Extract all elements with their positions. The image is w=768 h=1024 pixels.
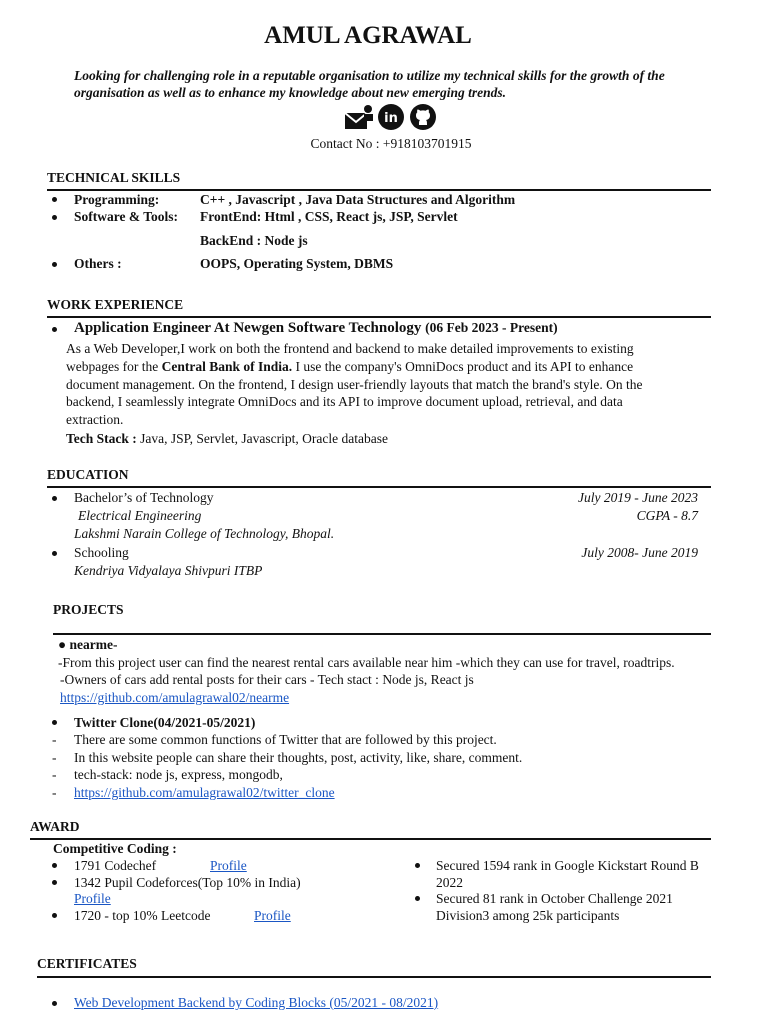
projects-heading: PROJECTS [53, 602, 124, 617]
tech-stack-label: Tech Stack : [66, 431, 141, 446]
certificate-link[interactable]: Web Development Backend by Coding Blocks (05/2021 - 08/2021) [74, 995, 439, 1010]
programming-value: C++ , Javascript , Java Data Structures and Algorithm [200, 192, 516, 207]
objective-line-1: Looking for challenging role in a reputable organisation to utilize my technical skills for the growth of the [74, 68, 665, 83]
degree: Bachelor’s of Technology [74, 490, 214, 505]
tech-stack [66, 431, 388, 447]
codeforces-profile-link[interactable]: Profile [74, 891, 111, 906]
project-1-desc-1: -From this project user can find the nearest rental cars available near him -which they can use for travel, roadtrips. [58, 655, 675, 670]
bullet [415, 896, 420, 901]
linkedin-icon[interactable] [378, 104, 404, 130]
award-divider [30, 838, 711, 840]
job-title-text: Application Engineer At Newgen Software Technology [74, 320, 422, 336]
project-1-title: ● nearme- [58, 637, 118, 652]
award-leetcode: 1720 - top 10% Leetcode [74, 908, 211, 923]
employer-client: Central Bank of India. [161, 359, 293, 374]
education-divider [47, 486, 711, 488]
dash: - [52, 767, 57, 782]
bullet [415, 863, 420, 868]
project-2-title: Twitter Clone(04/2021-05/2021) [74, 715, 256, 730]
bullet [52, 197, 57, 202]
work-desc-5: extraction. [66, 412, 124, 427]
project-1-desc-2: -Owners of cars add rental posts for their cars - Tech stact : Node js, React js [60, 672, 474, 687]
tech-stack-value: Java, JSP, Servlet, Javascript, Oracle database [140, 431, 388, 446]
github-icon[interactable] [410, 104, 436, 130]
education-heading: EDUCATION [47, 467, 129, 482]
award-codeforces: 1342 Pupil Codeforces(Top 10% in India) [74, 875, 301, 890]
codechef-rank-line-1: Secured 81 rank in October Challenge 2021 [436, 891, 673, 906]
others-label: Others : [74, 256, 122, 271]
programming-label: Programming: [74, 192, 160, 207]
bullet [52, 551, 57, 556]
project-2-desc-2: In this website people can share their thoughts, post, activity, like, share, comment. [74, 750, 523, 765]
project-2-desc-3: tech-stack: node js, express, mongodb, [74, 767, 283, 782]
svg-text:in: in [384, 111, 398, 126]
codechef-rank-line-2: Division3 among 25k participants [436, 908, 620, 923]
bullet [52, 863, 57, 868]
kickstart-rank-line-1: Secured 1594 rank in Google Kickstart Round B [436, 858, 699, 873]
college: Lakshmi Narain College of Technology, Bhopal. [74, 526, 335, 541]
work-heading: WORK EXPERIENCE [47, 297, 184, 312]
tools-backend: BackEnd : Node js [200, 233, 308, 248]
bullet [52, 262, 57, 267]
work-desc-4: backend, I seamlessly integrate OmniDocs and its API to improve document upload, retrieval, and data [66, 394, 623, 409]
job-title [74, 320, 558, 337]
work-divider [47, 316, 711, 318]
bullet [52, 496, 57, 501]
email-icon[interactable] [344, 104, 370, 130]
bullet [52, 880, 57, 885]
certificates-heading: CERTIFICATES [37, 956, 137, 971]
branch: Electrical Engineering [78, 508, 202, 523]
bullet [52, 327, 57, 332]
bullet [52, 720, 57, 725]
award-codechef: 1791 Codechef [74, 858, 157, 873]
kickstart-rank-line-2: 2022 [436, 875, 463, 890]
project-2-desc-1: There are some common functions of Twitter that are followed by this project. [74, 732, 497, 747]
skills-divider [47, 189, 711, 191]
project-1-link[interactable]: https://github.com/amulagrawal02/nearme [60, 690, 290, 705]
others-value: OOPS, Operating System, DBMS [200, 256, 394, 271]
codechef-profile-link[interactable]: Profile [210, 858, 247, 873]
dash: - [52, 750, 57, 765]
job-dates: (06 Feb 2023 - Present) [425, 320, 558, 335]
work-desc-1: As a Web Developer,I work on both the frontend and backend to make detailed improvements to existing [66, 341, 634, 356]
degree-dates: July 2019 - June 2023 [578, 490, 698, 505]
candidate-name: AMUL AGRAWAL [264, 22, 472, 49]
bullet [52, 1001, 57, 1006]
project-2-link[interactable]: https://github.com/amulagrawal02/twitter_clone [74, 785, 335, 800]
tools-frontend: FrontEnd: Html , CSS, React js, JSP, Servlet [200, 209, 458, 224]
work-desc-2 [66, 359, 633, 375]
tools-label: Software & Tools: [74, 209, 179, 224]
bullet [52, 913, 57, 918]
skills-heading: TECHNICAL SKILLS [47, 170, 181, 185]
projects-divider [53, 633, 711, 635]
award-heading: AWARD [30, 819, 80, 834]
contact-number: Contact No : +918103701915 [310, 136, 472, 151]
objective-line-2: organisation as well as to enhance my knowledge about new emerging trends. [74, 85, 507, 100]
cgpa: CGPA - 8.7 [636, 508, 698, 523]
schooling: Schooling [74, 545, 129, 560]
dash: - [52, 732, 57, 747]
award-subheading: Competitive Coding : [53, 841, 177, 856]
school-name: Kendriya Vidyalaya Shivpuri ITBP [74, 563, 263, 578]
certificates-divider [37, 976, 711, 978]
school-dates: July 2008- June 2019 [581, 545, 698, 560]
work-desc-3: document management. On the frontend, I design user-friendly layouts that match the brand's style. On the [66, 377, 643, 392]
work-desc-2c: I use the company's OmniDocs product and its API to enhance [292, 359, 634, 374]
dash: - [52, 785, 57, 800]
work-desc-2a: webpages for the [66, 359, 162, 374]
bullet [52, 215, 57, 220]
leetcode-profile-link[interactable]: Profile [254, 908, 291, 923]
